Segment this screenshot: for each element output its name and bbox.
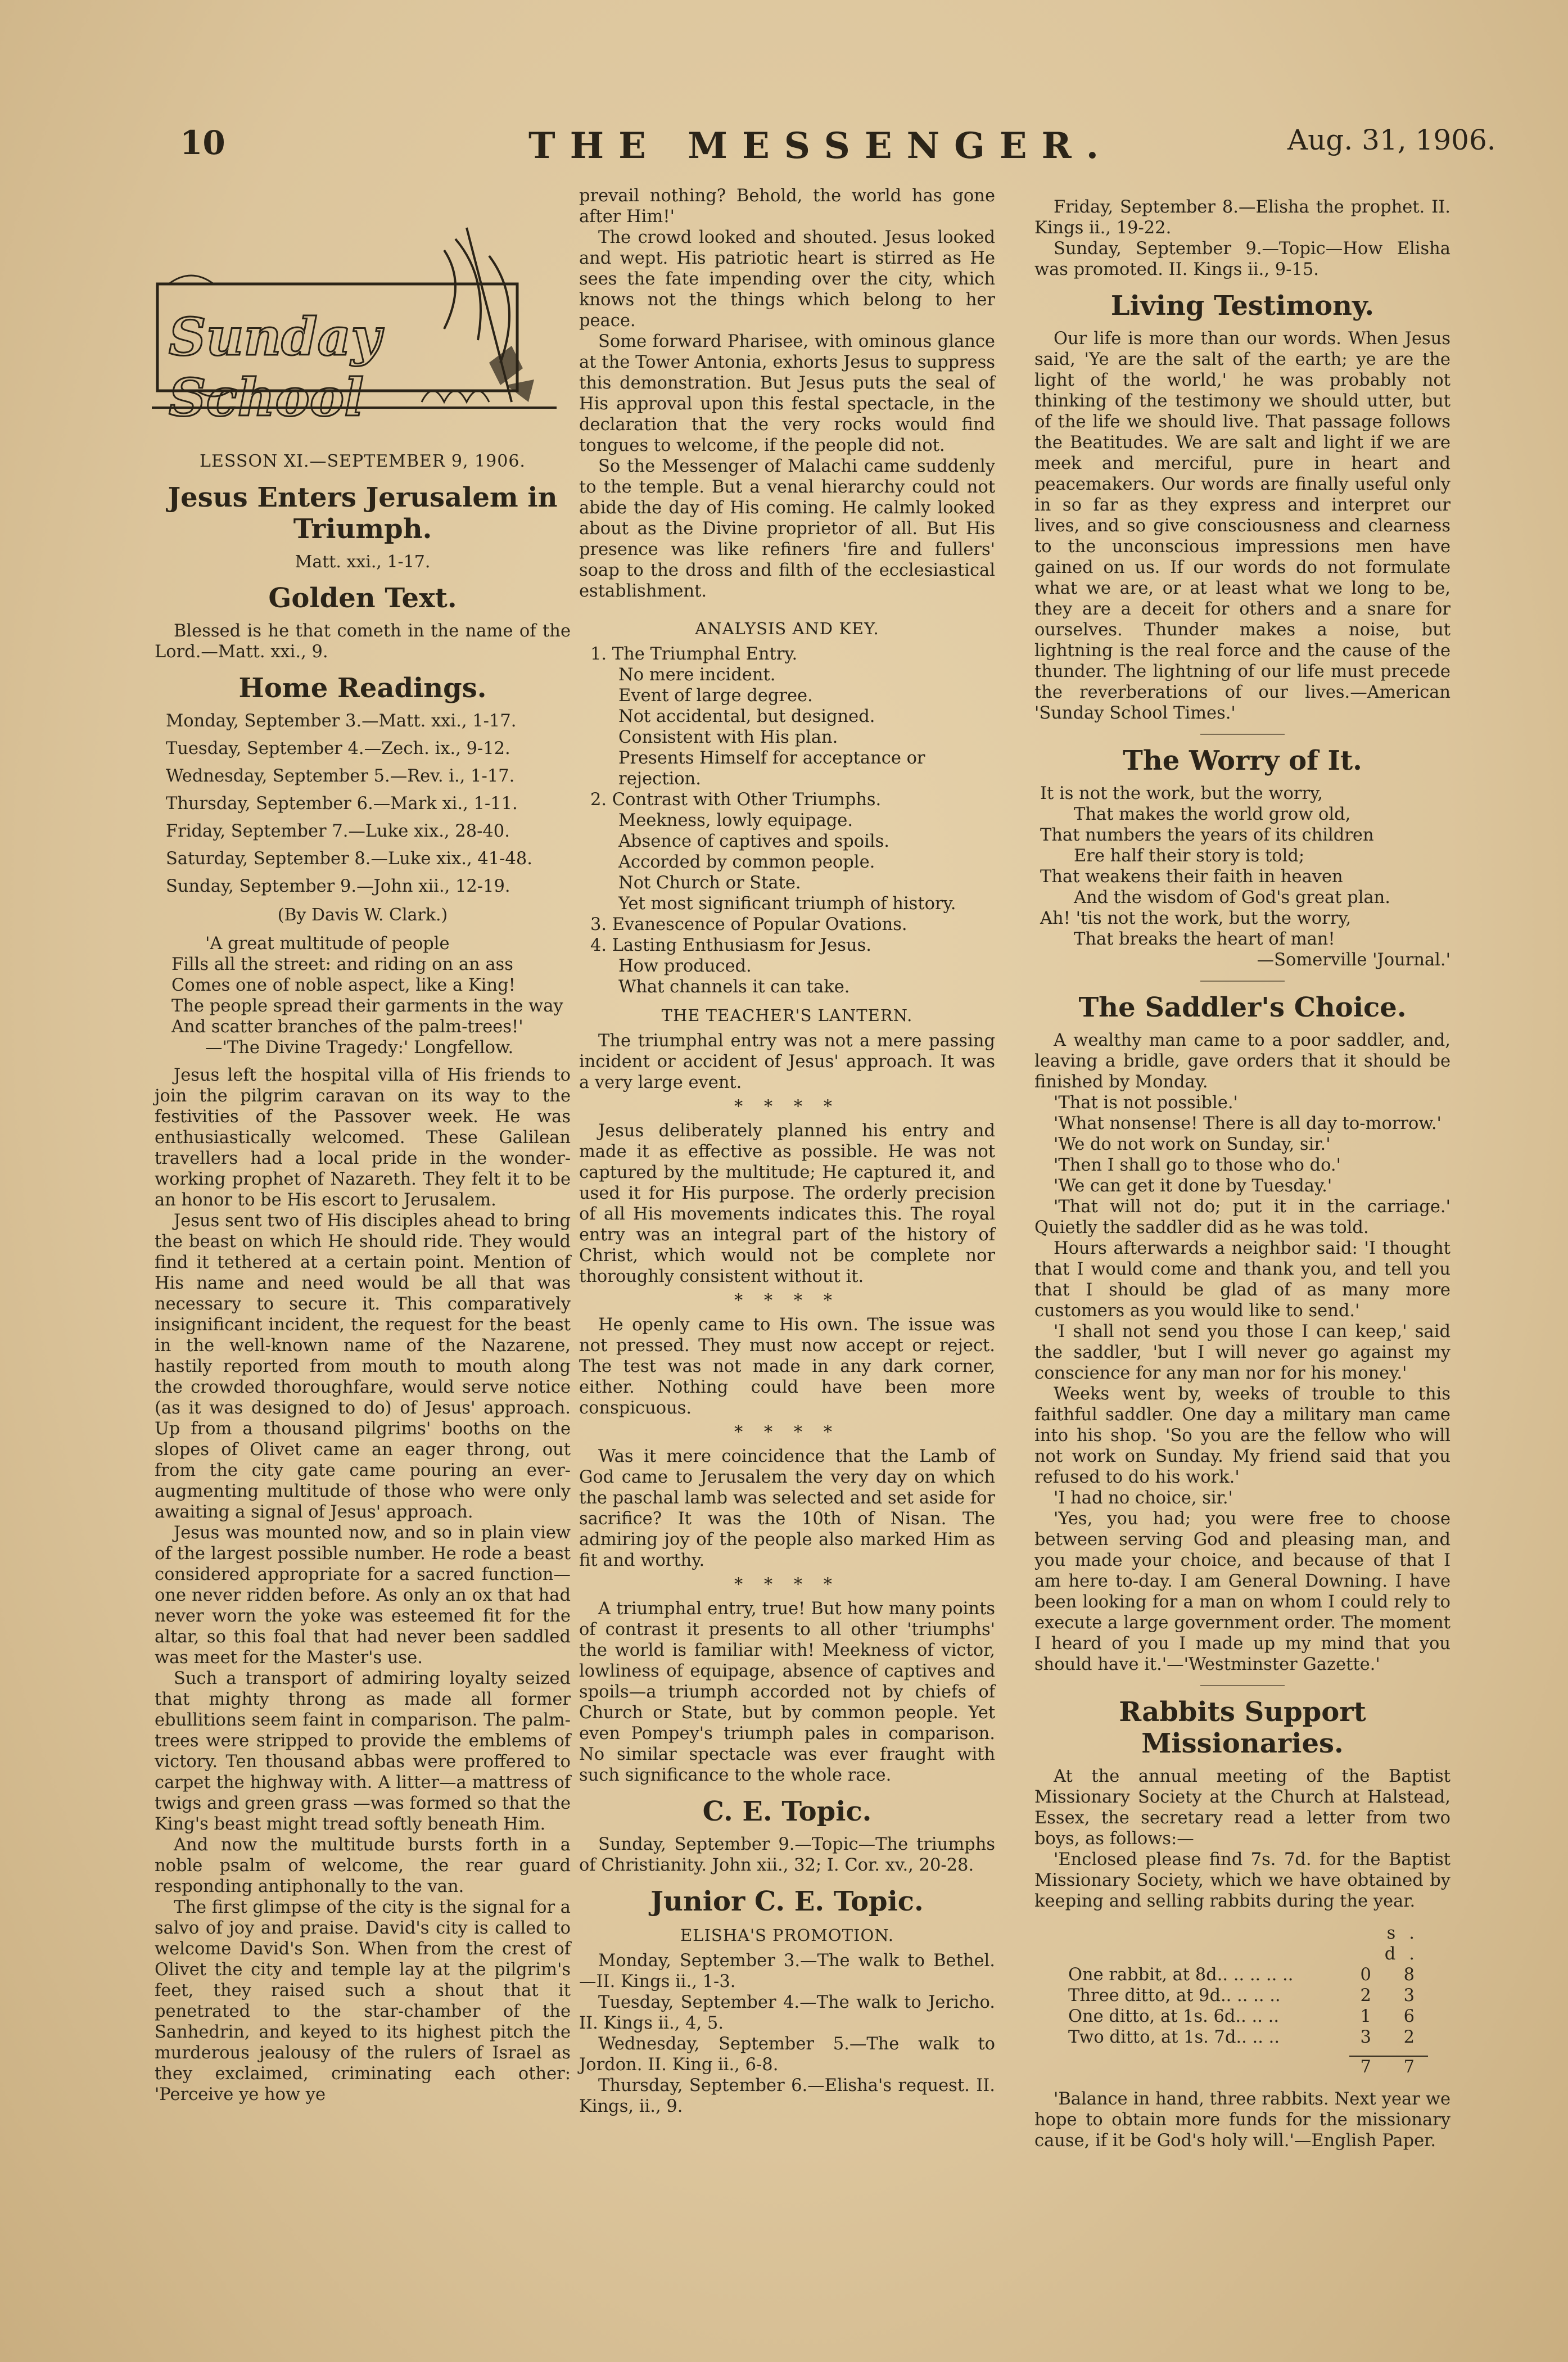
- poem-line: And the wisdom of God's great plan.: [1074, 888, 1390, 907]
- saddler-paragraph: 'That will not do; put it in the carriage.' Quietly the saddler did as he was told.: [1034, 1197, 1450, 1238]
- rabbits-intro: At the annual meeting of the Baptist Missionary Society at the Church at Halstead, Essex, the secretary read a letter from two boys, as follows:—: [1034, 1767, 1450, 1849]
- article-paragraph: And now the multitude bursts forth in a noble psalm of welcome, the rear guard responding antiphonally to the van.: [155, 1835, 571, 1896]
- junior-ce-item: Sunday, September 9.—Topic—How Elisha was promoted. II. Kings ii., 9-15.: [1034, 239, 1450, 279]
- article-paragraph: Some forward Pharisee, with ominous glance at the Tower Antonia, exhorts Jesus to suppress this demonstration. But Jesus puts the seal of His approval upon this festal spectacle, in the declaration that the very rocks would find tongues to welcome, if the people did not.: [579, 332, 995, 455]
- analysis-item: Meekness, lowly equipage.: [618, 811, 853, 830]
- article-paragraph: Jesus sent two of His disciples ahead to bring the beast on which He should ride. They would find it tethered at a certain point. Mention of His name and need would be all that was necessary to secure it. This comparatively insignificant incident, the request for the beast in the well-known name of the Nazarene, hastily reported from mouth to mouth along the crowded thoroughfare, would serve notice (as it was designed to do) of Jesus' approach. Up from a thousand pilgrims' booths on the slopes of Olivet came an eager throng, out from the city gate came pouring an ever-augmenting multitude of those who were only awaiting a signal of Jesus' approach.: [155, 1211, 571, 1522]
- saddler-paragraph: Weeks went by, weeks of trouble to this faithful saddler. One day a military man came into his shop. 'So you are the fellow who will not work on Sunday. My friend said that you refused to do his work.': [1034, 1384, 1450, 1487]
- poem-line: Ere half their story is told;: [1074, 846, 1305, 866]
- ce-topic-heading: C. E. Topic.: [702, 1796, 872, 1827]
- article-paragraph: Jesus was mounted now, and so in plain view of the largest possible number. He rode a beast considered appropriate for a sacred function—one never ridden before. As only an ox that had never worn the yoke was esteemed fit for the altar, so this foal that had never been saddled was meet for the Master's use.: [155, 1523, 571, 1668]
- column-1: [155, 439, 571, 2105]
- junior-ce-item: Thursday, September 6.—Elisha's request. II. Kings, ii., 9.: [579, 2076, 995, 2116]
- ledger-total: 7 7: [1068, 2056, 1450, 2078]
- poem-line: Comes one of noble aspect, like a King!: [171, 975, 516, 995]
- lantern-paragraph: He openly came to His own. The issue was not pressed. They must now accept or reject. The test was not made in any dark corner, either. Nothing could have been more conspicuous.: [579, 1315, 995, 1418]
- junior-ce-item: Friday, September 8.—Elisha the prophet. II. Kings ii., 19-22.: [1034, 197, 1450, 238]
- ledger-row: Three ditto, at 9d.. .. .. .. 2 3: [1068, 1986, 1428, 2006]
- home-readings-heading: Home Readings.: [238, 672, 487, 704]
- lantern-paragraph: The triumphal entry was not a mere passing incident or accident of Jesus' approach. It was a very large event.: [579, 1031, 995, 1092]
- saddler-paragraph: 'Then I shall go to those who do.': [1054, 1155, 1341, 1175]
- lantern-paragraph: A triumphal entry, true! But how many points of contrast it presents to all other 'triumphs' the world is familiar with! Meekness of victor, lowliness of equipage, absence of captives and spoils—a triumph accorded not by chiefs of Church or State, but by common people. Yet even Pompey's triumph pales in comparison. No similar spectacle was ever fraught with such significance to the whole race.: [579, 1599, 995, 1785]
- section-divider: [1200, 734, 1285, 735]
- analysis-item: How produced.: [618, 956, 752, 976]
- rabbit-ledger: [1068, 1923, 1450, 2078]
- paper-name: THE MESSENGER.: [528, 125, 1113, 167]
- saddler-paragraph: 'Yes, you had; you were free to choose between serving God and pleasing man, and you made your choice, and because of that I am here to-day. I am General Downing. I have been looking for a man on whom I could rely to execute a large government order. The moment I heard of you I made up my mind that you should have it.'—'Westminster Gazette.': [1034, 1509, 1450, 1674]
- home-readings-list: [155, 711, 571, 897]
- reading-item: Monday, September 3.—Matt. xxi., 1-17.: [166, 711, 517, 731]
- article-paragraph: So the Messenger of Malachi came suddenly to the temple. But a venal hierarchy could not abide the day of His coming. He calmly looked about as the Divine proprietor of all. But His presence was like refiners 'fire and fullers' soap to the dross and filth of the ecclesiastical establishment.: [579, 457, 995, 601]
- living-testimony-text: Our life is more than our words. When Jesus said, 'Ye are the salt of the earth; ye are the light of the world,' he was probably not thinking of the testimony we should utter, but of the life we should live. That passage follows the Beatitudes. We are salt and light if we are meek and merciful, pure in heart and peacemakers. Our words are finally useful only in so far as they express and interpret our lives, and so give consciousness and clearness to the unconscious impressions men have gained on us. If our words do not formulate what we are, or at least what we long to be, they are a deceit for others and a snare for ourselves. Thunder makes a noise, but lightning is the real force and the cause of the thunder. The lightning of our life must precede the reverberations of our lives.—American 'Sunday School Times.': [1034, 329, 1450, 723]
- section-stars: * * * *: [734, 1291, 841, 1311]
- section-divider: [1200, 981, 1285, 982]
- golden-text-heading: Golden Text.: [268, 582, 457, 614]
- poem-source: —Somerville 'Journal.': [1257, 950, 1450, 970]
- rabbits-letter: 'Enclosed please find 7s. 7d. for the Baptist Missionary Society, which we have obtained by keeping and selling rabbits during the year.: [1034, 1850, 1450, 1911]
- reading-item: Saturday, September 8.—Luke xix., 41-48.: [166, 849, 532, 869]
- junior-ce-item: Tuesday, September 4.—The walk to Jericho. II. Kings ii., 4, 5.: [579, 1993, 995, 2033]
- reading-item: Wednesday, September 5.—Rev. i., 1-17.: [166, 766, 515, 786]
- section-divider: [1200, 1685, 1285, 1686]
- poem-line: It is not the work, but the worry,: [1040, 784, 1323, 803]
- reading-item: Tuesday, September 4.—Zech. ix., 9-12.: [166, 739, 510, 758]
- logo-text: Sunday School: [169, 306, 381, 428]
- lesson-line: LESSON XI.—SEPTEMBER 9, 1906.: [200, 451, 526, 471]
- junior-ce-heading: Junior C. E. Topic.: [650, 1886, 924, 1917]
- sunday-school-logo: [152, 216, 557, 430]
- lesson-title: Jesus Enters Jerusalem in Triumph.: [168, 482, 558, 545]
- byline: (By Davis W. Clark.): [277, 905, 448, 925]
- masthead: [0, 118, 1568, 180]
- analysis-item: 1. The Triumphal Entry.: [590, 644, 798, 664]
- section-stars: * * * *: [734, 1097, 841, 1117]
- analysis-item: Not Church or State.: [618, 873, 801, 893]
- rabbits-closing: 'Balance in hand, three rabbits. Next year we hope to obtain more funds for the missionary cause, if it be God's holy will.'—English Paper.: [1034, 2089, 1450, 2151]
- analysis-item: 3. Evanescence of Popular Ovations.: [590, 915, 907, 934]
- section-stars: * * * *: [734, 1575, 841, 1595]
- ledger-currency-header: s. d.: [1384, 1923, 1428, 1964]
- column-3: [1034, 197, 1450, 2151]
- golden-text: Blessed is he that cometh in the name of the Lord.—Matt. xxi., 9.: [155, 621, 571, 662]
- worry-heading: The Worry of It.: [1123, 745, 1362, 776]
- saddler-paragraph: 'We can get it done by Tuesday.': [1054, 1176, 1332, 1196]
- ledger-row: One rabbit, at 8d.. .. .. .. .. 0 8: [1068, 1965, 1428, 1985]
- junior-ce-item: Monday, September 3.—The walk to Bethel.—II. Kings ii., 1-3.: [579, 1951, 995, 1991]
- article-paragraph: prevail nothing? Behold, the world has gone after Him!': [579, 186, 995, 227]
- saddler-paragraph: 'We do not work on Sunday, sir.': [1054, 1135, 1331, 1154]
- living-testimony-heading: Living Testimony.: [1110, 290, 1375, 322]
- saddler-paragraph: 'What nonsense! There is all day to-morrow.': [1054, 1114, 1442, 1133]
- analysis-list: [579, 644, 995, 997]
- poem-attribution: —'The Divine Tragedy:' Longfellow.: [205, 1038, 514, 1058]
- poem-line: That makes the world grow old,: [1074, 805, 1351, 824]
- page-number: 10: [180, 124, 225, 162]
- analysis-item: Absence of captives and spoils.: [618, 832, 889, 851]
- saddler-paragraph: 'I shall not send you those I can keep,' said the saddler, 'but I will never go against my conscience for any man nor for his money.': [1034, 1322, 1450, 1383]
- worry-poem: [1040, 783, 1450, 970]
- saddler-paragraph: A wealthy man came to a poor saddler, and, leaving a bridle, gave orders that it should be finished by Monday.: [1034, 1031, 1450, 1092]
- ce-topic-text: Sunday, September 9.—Topic—The triumphs of Christianity. John xii., 32; I. Cor. xv., 20-28.: [579, 1835, 995, 1875]
- ledger-header: [1068, 1923, 1450, 1964]
- lantern-paragraph: Jesus deliberately planned his entry and made it as effective as possible. He was not captured by the multitude; He captured it, and used it for His purpose. The orderly precision of all His movements indicates this. The royal entry was an integral part of the history of Christ, which would not be complete nor thoroughly consistent without it.: [579, 1121, 995, 1286]
- poem-line: The people spread their garments in the way: [171, 996, 563, 1016]
- ledger-row: One ditto, at 1s. 6d.. .. .. 1 6: [1068, 2007, 1428, 2026]
- reading-item: Sunday, September 9.—John xii., 12-19.: [166, 877, 510, 896]
- article-paragraph: The crowd looked and shouted. Jesus looked and wept. His patriotic heart is stirred as He sees the fate impending over the city, which knows not the things which belong to her peace.: [579, 228, 995, 331]
- analysis-item: 2. Contrast with Other Triumphs.: [590, 790, 882, 810]
- analysis-item: No mere incident.: [618, 665, 776, 685]
- analysis-item: 4. Lasting Enthusiasm for Jesus.: [590, 936, 871, 955]
- junior-ce-subheading: ELISHA'S PROMOTION.: [680, 1926, 894, 1945]
- analysis-item: Event of large degree.: [618, 686, 813, 706]
- article-paragraph: The first glimpse of the city is the signal for a salvo of joy and praise. David's city is called to welcome David's Son. When from the crest of Olivet the city and temple lay at the pilgrim's feet, they raised such a shout that it penetrated to the star-chamber of the Sanhedrin, and keyed to its highest pitch the murderous jealousy of the rulers of Israel as they exclaimed, criminating each other: 'Perceive ye how ye: [155, 1898, 571, 2104]
- column-2: [579, 186, 995, 2117]
- analysis-heading: ANALYSIS AND KEY.: [695, 619, 879, 638]
- lantern-heading: THE TEACHER'S LANTERN.: [661, 1006, 913, 1025]
- poem-line: And scatter branches of the palm-trees!': [171, 1017, 523, 1037]
- ledger-row: Two ditto, at 1s. 7d.. .. .. 3 2: [1068, 2027, 1428, 2047]
- saddler-heading: The Saddler's Choice.: [1078, 992, 1407, 1023]
- lantern-paragraph: Was it mere coincidence that the Lamb of God came to Jerusalem the very day on which the paschal lamb was selected and set aside for sacrifice? It was the 10th of Nisan. The admiring joy of the people also marked Him as fit and worthy.: [579, 1447, 995, 1570]
- analysis-item: Accorded by common people.: [618, 852, 875, 872]
- poem-line: Ah! 'tis not the work, but the worry,: [1040, 909, 1352, 928]
- poem-line: That breaks the heart of man!: [1074, 929, 1335, 949]
- article-paragraph: Jesus left the hospital villa of His friends to join the pilgrim caravan on its way to the festivities of the Passover week. He was enthusiastically welcomed. These Galilean travellers had a local pride in the wonder-working prophet of Nazareth. They felt it to be an honor to be His escort to Jerusalem.: [155, 1065, 571, 1210]
- analysis-item: What channels it can take.: [618, 977, 850, 997]
- junior-ce-item: Wednesday, September 5.—The walk to Jordon. II. King ii., 6-8.: [579, 2034, 995, 2075]
- poem-line: Fills all the street: and riding on an ass: [171, 955, 513, 974]
- saddler-paragraph: 'That is not possible.': [1054, 1093, 1238, 1113]
- analysis-item: Consistent with His plan.: [618, 728, 838, 747]
- article-paragraph: Such a transport of admiring loyalty seized that mighty throng as made all former ebullitions seem faint in comparison. The palm-trees were stripped to provide the emblems of victory. Ten thousand abbas were proffered to carpet the highway with. A litter—a mattress of twigs and green grass —was formed so that the King's beast might tread softly beneath Him.: [155, 1669, 571, 1834]
- poem-line: 'A great multitude of people: [205, 934, 450, 954]
- analysis-item: Not accidental, but designed.: [618, 707, 875, 726]
- poem-line: That weakens their faith in heaven: [1040, 867, 1343, 887]
- lesson-reference: Matt. xxi., 1-17.: [295, 552, 431, 572]
- analysis-item: Presents Himself for acceptance or rejection.: [618, 748, 925, 789]
- poem-line: That numbers the years of its children: [1040, 825, 1374, 845]
- longfellow-poem: [171, 933, 571, 1058]
- section-stars: * * * *: [734, 1422, 841, 1442]
- saddler-paragraph: 'I had no choice, sir.': [1054, 1488, 1233, 1508]
- issue-date: Aug. 31, 1906.: [1287, 124, 1496, 156]
- rabbits-heading: Rabbits Support Missionaries.: [1119, 1696, 1366, 1759]
- reading-item: Thursday, September 6.—Mark xi., 1-11.: [166, 794, 518, 814]
- analysis-item: Yet most significant triumph of history.: [618, 894, 956, 914]
- saddler-paragraph: Hours afterwards a neighbor said: 'I thought that I would come and thank you, and tell you that I should be glad of as many more customers as you would like to send.': [1034, 1239, 1450, 1321]
- reading-item: Friday, September 7.—Luke xix., 28-40.: [166, 821, 510, 841]
